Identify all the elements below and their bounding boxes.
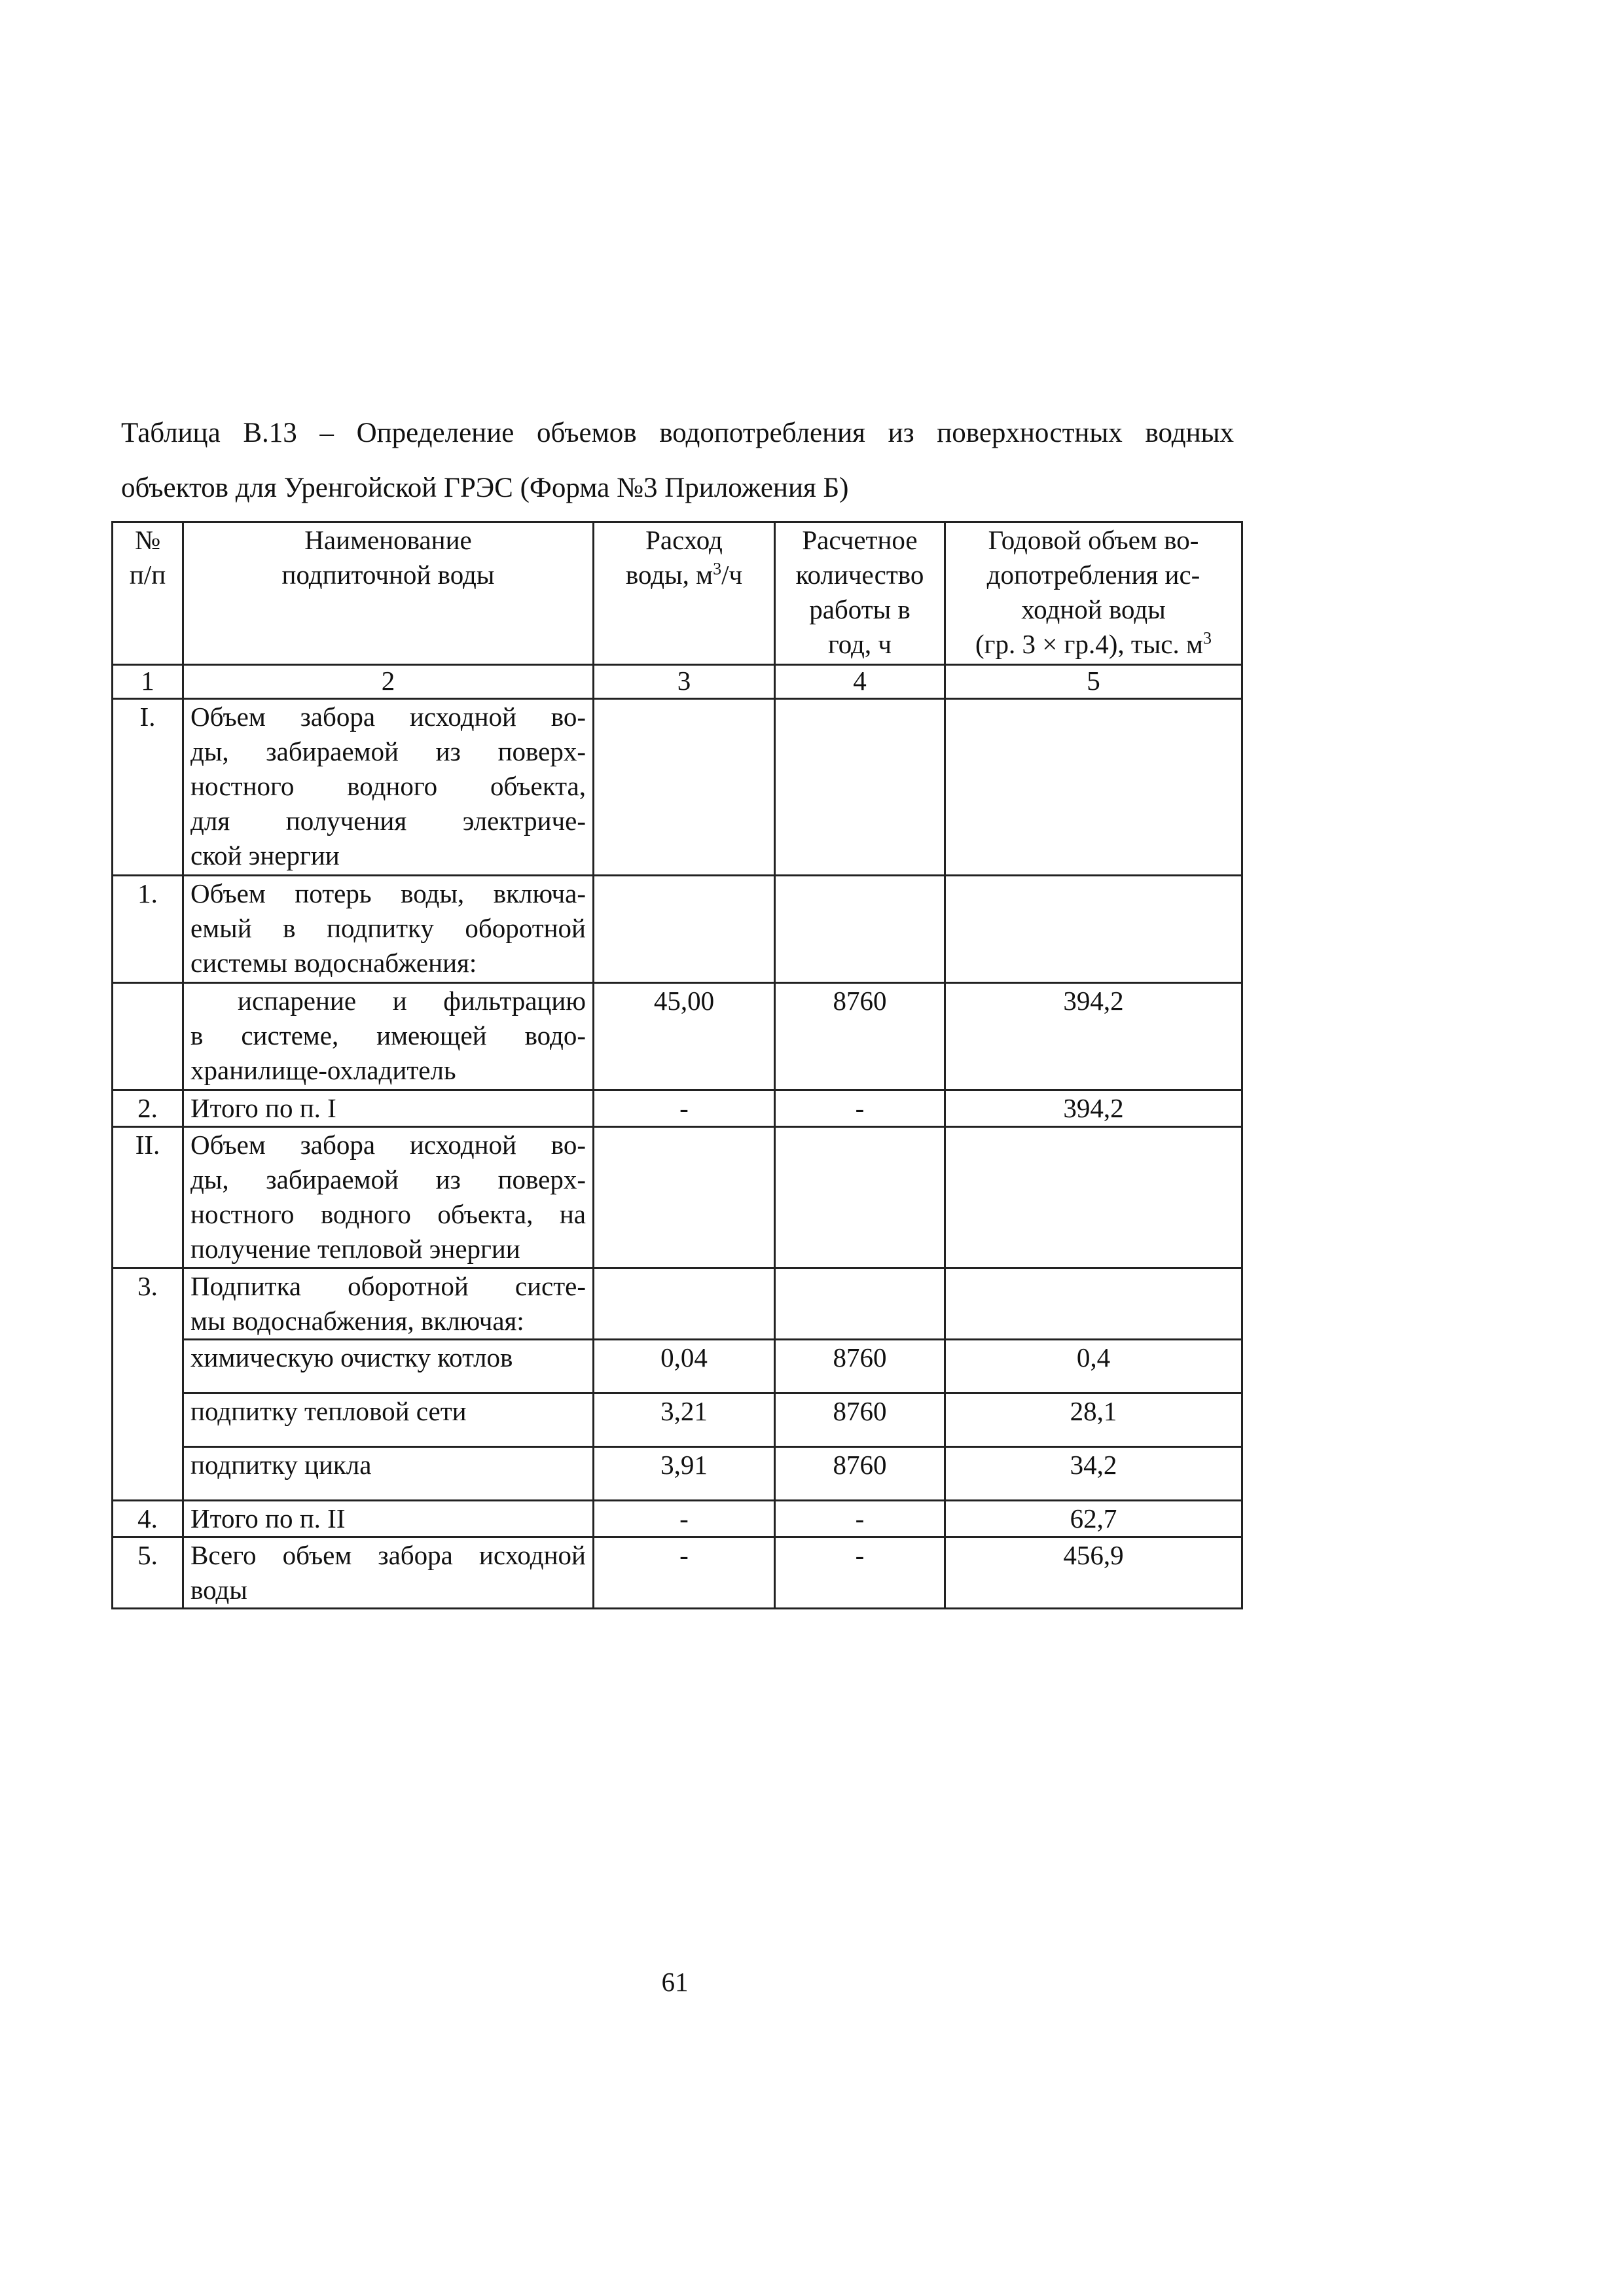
- table-row: испарение и фильтрацию в системе, имеющей водо- хранилище-охладитель 45,00 8760 394,2: [113, 983, 1242, 1090]
- table-row: 2. Итого по п. I - - 394,2: [113, 1090, 1242, 1127]
- table-caption: [121, 406, 1234, 516]
- water-consumption-table: [111, 521, 1243, 1609]
- row-name: Объем забора исходной во- ды, забираемой из поверх- ностного водного объекта, для получения электриче- ской энергии: [183, 699, 594, 876]
- row-name: испарение и фильтрацию в системе, имеющей водо- хранилище-охладитель: [183, 983, 594, 1090]
- header-annual-volume: Годовой объем во- допотребления ис- ходной воды (гр. 3 × гр.4), тыс. $м^3$: [945, 522, 1242, 665]
- table-row: 4. Итого по п. II - - 62,7: [113, 1501, 1242, 1537]
- page-number: 61: [661, 1967, 689, 1997]
- row-name: Объем потерь воды, включа- емый в подпитку оборотной системы водоснабжения:: [183, 876, 594, 983]
- table-row: 5. Всего объем забора исходной воды - - 456,9: [113, 1537, 1242, 1609]
- caption-line-2: объектов для Уренгойской ГРЭС (Форма №3 Приложения Б): [121, 473, 849, 503]
- row-name: Всего объем забора исходной воды: [183, 1537, 594, 1609]
- header-hours: Расчетное количество работы в год, ч: [775, 522, 945, 665]
- table-row: 3. Подпитка оборотной систе- мы водоснабжения, включая:: [113, 1268, 1242, 1340]
- table-row: II. Объем забора исходной во- ды, забираемой из поверх- ностного водного объекта, на получение тепловой энергии: [113, 1127, 1242, 1268]
- row-name: Объем забора исходной во- ды, забираемой из поверх- ностного водного объекта, на получение тепловой энергии: [183, 1127, 594, 1268]
- table-row: 1. Объем потерь воды, включа- емый в подпитку оборотной системы водоснабжения:: [113, 876, 1242, 983]
- caption-line-1: Таблица В.13 – Определение объемов водопотребления из поверхностных водных: [121, 418, 1234, 448]
- header-name: Наименование подпиточной воды: [183, 522, 594, 665]
- table-header-row: [113, 522, 1242, 665]
- table-row: подпитку цикла 3,91 8760 34,2: [113, 1447, 1242, 1501]
- row-name: Подпитка оборотной систе- мы водоснабжения, включая:: [183, 1268, 594, 1340]
- table-row: химическую очистку котлов 0,04 8760 0,4: [113, 1340, 1242, 1393]
- table-row: I. Объем забора исходной во- ды, забираемой из поверх- ностного водного объекта, для получения электриче- ской энергии: [113, 699, 1242, 876]
- table-row: подпитку тепловой сети 3,21 8760 28,1: [113, 1393, 1242, 1447]
- column-number-row: 1 2 3 4 5: [113, 665, 1242, 699]
- header-rate: Расход воды, $м^3/ч$: [594, 522, 775, 665]
- header-number: № п/п: [113, 522, 183, 665]
